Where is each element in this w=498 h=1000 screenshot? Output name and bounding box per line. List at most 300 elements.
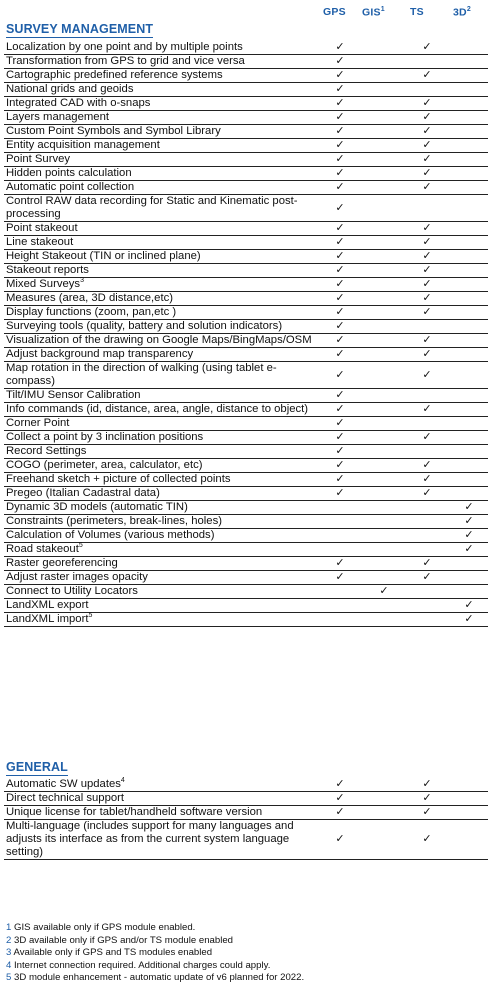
check-cell-3d	[450, 153, 488, 167]
check-icon: ✓	[464, 613, 474, 625]
check-cell-3d	[450, 571, 488, 585]
check-icon: ✓	[464, 501, 474, 513]
check-icon: ✓	[422, 778, 432, 790]
check-cell-gis	[364, 431, 404, 445]
check-cell-gps	[316, 181, 364, 195]
check-cell-gis	[364, 348, 404, 362]
check-cell-ts	[404, 529, 450, 543]
feature-row	[4, 139, 488, 153]
footnote: 1 GIS available only if GPS module enabled.	[6, 922, 196, 933]
feature-label: Cartographic predefined reference systems	[4, 69, 316, 83]
feature-row	[4, 167, 488, 181]
feature-row	[4, 97, 488, 111]
feature-label: Record Settings	[4, 445, 316, 459]
check-cell-ts	[404, 487, 450, 501]
feature-label: Collect a point by 3 inclination positions	[4, 431, 316, 445]
column-header-3d: $3D^2$	[453, 6, 471, 19]
check-cell-ts	[404, 445, 450, 459]
check-cell-ts	[404, 181, 450, 195]
check-cell-gps	[316, 69, 364, 83]
feature-row	[4, 431, 488, 445]
feature-label: Unique license for tablet/handheld software version	[4, 806, 316, 820]
check-icon: ✓	[422, 348, 432, 360]
check-icon: ✓	[422, 334, 432, 346]
check-cell-ts	[404, 459, 450, 473]
feature-label: Height Stakeout (TIN or inclined plane)	[4, 250, 316, 264]
check-icon: ✓	[422, 167, 432, 179]
check-cell-gis	[364, 417, 404, 431]
check-cell-gps	[316, 473, 364, 487]
check-icon: ✓	[422, 97, 432, 109]
check-cell-gis	[364, 501, 404, 515]
feature-row	[4, 236, 488, 250]
check-cell-3d	[450, 543, 488, 557]
check-cell-gis	[364, 389, 404, 403]
check-cell-3d	[450, 236, 488, 250]
check-icon: ✓	[422, 368, 432, 381]
check-icon: ✓	[379, 585, 389, 597]
feature-row	[4, 153, 488, 167]
check-cell-gis	[364, 529, 404, 543]
feature-row	[4, 820, 488, 860]
check-cell-gps	[316, 125, 364, 139]
check-cell-gis	[364, 543, 404, 557]
check-icon: ✓	[335, 334, 345, 346]
check-cell-ts	[404, 222, 450, 236]
check-icon: ✓	[422, 473, 432, 485]
check-icon: ✓	[335, 445, 345, 457]
check-icon: ✓	[335, 201, 345, 214]
check-cell-ts	[404, 473, 450, 487]
feature-row	[4, 557, 488, 571]
check-cell-ts	[404, 306, 450, 320]
footnote: 2 3D available only if GPS and/or TS module enabled	[6, 934, 234, 946]
check-cell-gps	[316, 529, 364, 543]
check-icon: ✓	[335, 55, 345, 67]
check-cell-gps	[316, 195, 364, 222]
check-cell-gis	[364, 236, 404, 250]
check-cell-gps	[316, 806, 364, 820]
feature-row	[4, 306, 488, 320]
check-cell-gps	[316, 292, 364, 306]
column-header-gis: GIS$^1$	[362, 6, 385, 19]
check-icon: ✓	[422, 250, 432, 262]
feature-row	[4, 473, 488, 487]
check-cell-3d	[450, 111, 488, 125]
feature-row	[4, 571, 488, 585]
check-cell-gis	[364, 264, 404, 278]
check-icon: ✓	[335, 487, 345, 499]
check-cell-3d	[450, 69, 488, 83]
check-cell-3d	[450, 125, 488, 139]
check-icon: ✓	[335, 431, 345, 443]
feature-label: Entity acquisition management	[4, 139, 316, 153]
feature-row	[4, 529, 488, 543]
check-cell-ts	[404, 167, 450, 181]
feature-label: Integrated CAD with o-snaps	[4, 97, 316, 111]
check-icon: ✓	[464, 599, 474, 611]
feature-row	[4, 417, 488, 431]
check-cell-gis	[364, 459, 404, 473]
feature-row	[4, 515, 488, 529]
check-cell-gis	[364, 250, 404, 264]
check-cell-ts	[404, 83, 450, 97]
feature-row	[4, 792, 488, 806]
check-cell-gis	[364, 806, 404, 820]
check-cell-3d	[450, 613, 488, 627]
check-cell-gps	[316, 501, 364, 515]
check-cell-gps	[316, 348, 364, 362]
section-title-survey-management: SURVEY MANAGEMENT	[6, 22, 154, 36]
check-icon: ✓	[464, 529, 474, 541]
check-cell-gps	[316, 403, 364, 417]
check-icon: ✓	[335, 278, 345, 290]
check-cell-3d	[450, 389, 488, 403]
check-icon: ✓	[335, 417, 345, 429]
check-cell-3d	[450, 139, 488, 153]
check-cell-ts	[404, 195, 450, 222]
check-cell-gis	[364, 278, 404, 292]
check-cell-gis	[364, 83, 404, 97]
feature-row	[4, 445, 488, 459]
check-icon: ✓	[335, 806, 345, 818]
check-cell-3d	[450, 529, 488, 543]
feature-label: COGO (perimeter, area, calculator, etc)	[4, 459, 316, 473]
feature-label: Transformation from GPS to grid and vice versa	[4, 55, 316, 69]
check-cell-ts	[404, 820, 450, 860]
check-cell-gps	[316, 417, 364, 431]
check-icon: ✓	[335, 389, 345, 401]
check-cell-3d	[450, 431, 488, 445]
check-cell-gps	[316, 362, 364, 389]
check-cell-gps	[316, 571, 364, 585]
feature-row	[4, 334, 488, 348]
feature-label: Stakeout reports	[4, 264, 316, 278]
check-cell-ts	[404, 264, 450, 278]
check-icon: ✓	[335, 167, 345, 179]
check-cell-ts	[404, 599, 450, 613]
check-cell-gps	[316, 264, 364, 278]
feature-label: Info commands (id, distance, area, angle, distance to object)	[4, 403, 316, 417]
check-cell-ts	[404, 417, 450, 431]
check-cell-ts	[404, 125, 450, 139]
check-icon: ✓	[335, 181, 345, 193]
check-cell-3d	[450, 417, 488, 431]
check-cell-gps	[316, 41, 364, 55]
feature-row	[4, 69, 488, 83]
feature-label: National grids and geoids	[4, 83, 316, 97]
check-cell-3d	[450, 41, 488, 55]
check-icon: ✓	[422, 111, 432, 123]
feature-label: Hidden points calculation	[4, 167, 316, 181]
check-cell-ts	[404, 69, 450, 83]
check-cell-gps	[316, 236, 364, 250]
check-icon: ✓	[335, 69, 345, 81]
section-title-general: GENERAL	[6, 760, 68, 774]
check-cell-ts	[404, 806, 450, 820]
check-cell-ts	[404, 389, 450, 403]
check-icon: ✓	[335, 83, 345, 95]
footnote: 5 3D module enhancement - automatic update of v6 planned for 2022.	[6, 972, 305, 984]
check-icon: ✓	[335, 41, 345, 53]
check-cell-3d	[450, 97, 488, 111]
check-cell-ts	[404, 97, 450, 111]
check-cell-gps	[316, 97, 364, 111]
check-cell-3d	[450, 250, 488, 264]
check-icon: ✓	[335, 125, 345, 137]
check-cell-3d	[450, 167, 488, 181]
feature-label: Pregeo (Italian Cadastral data)	[4, 487, 316, 501]
check-cell-gis	[364, 571, 404, 585]
check-cell-gps	[316, 820, 364, 860]
check-cell-gis	[364, 445, 404, 459]
check-cell-3d	[450, 501, 488, 515]
check-cell-3d	[450, 264, 488, 278]
check-icon: ✓	[335, 459, 345, 471]
check-cell-ts	[404, 543, 450, 557]
check-cell-gps	[316, 515, 364, 529]
check-cell-3d	[450, 292, 488, 306]
check-cell-ts	[404, 571, 450, 585]
check-cell-gis	[364, 153, 404, 167]
check-cell-3d	[450, 778, 488, 792]
column-header-ts: TS	[410, 6, 424, 18]
check-icon: ✓	[422, 306, 432, 318]
feature-row	[4, 778, 488, 792]
check-icon: ✓	[422, 264, 432, 276]
check-cell-gps	[316, 167, 364, 181]
check-cell-ts	[404, 515, 450, 529]
check-cell-gis	[364, 585, 404, 599]
check-cell-gis	[364, 362, 404, 389]
check-icon: ✓	[464, 515, 474, 527]
footnote: 3 Available only if GPS and TS modules enabled	[6, 947, 213, 959]
check-icon: ✓	[335, 250, 345, 262]
column-header-gps: GPS	[323, 6, 346, 18]
check-icon: ✓	[422, 278, 432, 290]
feature-row	[4, 55, 488, 69]
check-icon: ✓	[422, 153, 432, 165]
check-cell-3d	[450, 348, 488, 362]
check-cell-ts	[404, 613, 450, 627]
check-cell-gps	[316, 431, 364, 445]
check-cell-gis	[364, 292, 404, 306]
check-icon: ✓	[335, 320, 345, 332]
check-cell-gps	[316, 585, 364, 599]
check-cell-gis	[364, 41, 404, 55]
check-cell-gps	[316, 445, 364, 459]
check-cell-ts	[404, 250, 450, 264]
check-cell-3d	[450, 278, 488, 292]
check-cell-3d	[450, 792, 488, 806]
check-cell-gps	[316, 139, 364, 153]
check-cell-ts	[404, 139, 450, 153]
check-cell-ts	[404, 111, 450, 125]
check-icon: ✓	[335, 111, 345, 123]
check-cell-gis	[364, 613, 404, 627]
check-cell-3d	[450, 195, 488, 222]
check-icon: ✓	[422, 459, 432, 471]
check-cell-gis	[364, 125, 404, 139]
feature-label: Layers management	[4, 111, 316, 125]
feature-row	[4, 585, 488, 599]
check-cell-gps	[316, 599, 364, 613]
check-cell-gps	[316, 487, 364, 501]
check-icon: ✓	[335, 97, 345, 109]
feature-row	[4, 348, 488, 362]
check-icon: ✓	[422, 139, 432, 151]
feature-row	[4, 459, 488, 473]
check-cell-gis	[364, 222, 404, 236]
check-cell-ts	[404, 292, 450, 306]
check-cell-gis	[364, 487, 404, 501]
feature-label: Point Survey	[4, 153, 316, 167]
feature-row	[4, 125, 488, 139]
check-icon: ✓	[335, 292, 345, 304]
feature-label: Display functions (zoom, pan,etc )	[4, 306, 316, 320]
check-cell-ts	[404, 278, 450, 292]
feature-label: Adjust background map transparency	[4, 348, 316, 362]
check-cell-3d	[450, 473, 488, 487]
check-cell-gis	[364, 69, 404, 83]
feature-label: Freehand sketch + picture of collected points	[4, 473, 316, 487]
check-cell-gps	[316, 306, 364, 320]
check-icon: ✓	[335, 222, 345, 234]
feature-label: Constraints (perimeters, break-lines, holes)	[4, 515, 316, 529]
check-cell-ts	[404, 557, 450, 571]
check-icon: ✓	[335, 368, 345, 381]
check-cell-gps	[316, 543, 364, 557]
feature-label: Adjust raster images opacity	[4, 571, 316, 585]
check-cell-3d	[450, 334, 488, 348]
check-cell-gis	[364, 195, 404, 222]
check-cell-gis	[364, 403, 404, 417]
check-cell-gis	[364, 599, 404, 613]
check-icon: ✓	[422, 125, 432, 137]
check-icon: ✓	[422, 69, 432, 81]
feature-label: Point stakeout	[4, 222, 316, 236]
check-cell-gps	[316, 459, 364, 473]
check-icon: ✓	[422, 41, 432, 53]
check-cell-gps	[316, 389, 364, 403]
feature-row	[4, 403, 488, 417]
feature-label: Localization by one point and by multiple points	[4, 41, 316, 55]
check-cell-ts	[404, 778, 450, 792]
check-cell-3d	[450, 306, 488, 320]
check-cell-3d	[450, 55, 488, 69]
check-icon: ✓	[335, 306, 345, 318]
check-cell-ts	[404, 501, 450, 515]
feature-label: Calculation of Volumes (various methods)	[4, 529, 316, 543]
feature-label: Custom Point Symbols and Symbol Library	[4, 125, 316, 139]
check-icon: ✓	[335, 139, 345, 151]
check-cell-gps	[316, 111, 364, 125]
check-icon: ✓	[335, 833, 345, 845]
check-icon: ✓	[422, 487, 432, 499]
check-cell-3d	[450, 459, 488, 473]
feature-label: Visualization of the drawing on Google Maps/BingMaps/OSM	[4, 334, 316, 348]
feature-label: Corner Point	[4, 417, 316, 431]
feature-label: LandXML import$^5$	[4, 613, 316, 627]
feature-row	[4, 389, 488, 403]
check-cell-ts	[404, 792, 450, 806]
check-icon: ✓	[335, 571, 345, 583]
feature-label: Line stakeout	[4, 236, 316, 250]
feature-label: Mixed Surveys$^3$	[4, 278, 316, 292]
check-cell-ts	[404, 362, 450, 389]
check-cell-ts	[404, 585, 450, 599]
feature-label: Raster georeferencing	[4, 557, 316, 571]
check-cell-3d	[450, 820, 488, 860]
check-cell-gis	[364, 792, 404, 806]
check-icon: ✓	[464, 543, 474, 555]
check-cell-gps	[316, 278, 364, 292]
check-cell-gis	[364, 473, 404, 487]
check-icon: ✓	[422, 557, 432, 569]
check-cell-3d	[450, 181, 488, 195]
check-icon: ✓	[422, 292, 432, 304]
footnotes	[6, 922, 304, 985]
check-cell-gis	[364, 320, 404, 334]
check-icon: ✓	[422, 833, 432, 845]
feature-row	[4, 195, 488, 222]
feature-row	[4, 181, 488, 195]
feature-label: Surveying tools (quality, battery and solution indicators)	[4, 320, 316, 334]
feature-row	[4, 501, 488, 515]
feature-label: Map rotation in the direction of walking (using tablet e-compass)	[4, 362, 316, 389]
feature-row	[4, 487, 488, 501]
check-cell-ts	[404, 55, 450, 69]
check-cell-gis	[364, 55, 404, 69]
check-icon: ✓	[422, 806, 432, 818]
check-cell-ts	[404, 320, 450, 334]
check-cell-gps	[316, 778, 364, 792]
check-cell-gps	[316, 83, 364, 97]
check-cell-3d	[450, 515, 488, 529]
check-cell-gps	[316, 557, 364, 571]
check-icon: ✓	[422, 431, 432, 443]
check-cell-ts	[404, 431, 450, 445]
check-cell-gis	[364, 111, 404, 125]
feature-row	[4, 613, 488, 627]
check-cell-3d	[450, 83, 488, 97]
check-cell-gps	[316, 613, 364, 627]
check-cell-3d	[450, 585, 488, 599]
feature-row	[4, 806, 488, 820]
feature-label: Multi-language (includes support for many languages and adjusts its interface as from the current system language setting)	[4, 820, 316, 860]
feature-row	[4, 292, 488, 306]
check-icon: ✓	[335, 792, 345, 804]
check-cell-gps	[316, 334, 364, 348]
footnote: 4 Internet connection required. Additional charges could apply.	[6, 959, 271, 971]
check-cell-ts	[404, 403, 450, 417]
check-icon: ✓	[422, 181, 432, 193]
check-icon: ✓	[422, 236, 432, 248]
survey-management-table	[4, 41, 488, 627]
check-cell-gis	[364, 167, 404, 181]
check-icon: ✓	[422, 403, 432, 415]
check-cell-gis	[364, 334, 404, 348]
general-table	[4, 778, 488, 860]
check-cell-3d	[450, 362, 488, 389]
check-cell-ts	[404, 348, 450, 362]
check-icon: ✓	[335, 236, 345, 248]
check-icon: ✓	[422, 222, 432, 234]
feature-row	[4, 222, 488, 236]
feature-label: Road stakeout$^5$	[4, 543, 316, 557]
feature-row	[4, 278, 488, 292]
check-cell-ts	[404, 153, 450, 167]
